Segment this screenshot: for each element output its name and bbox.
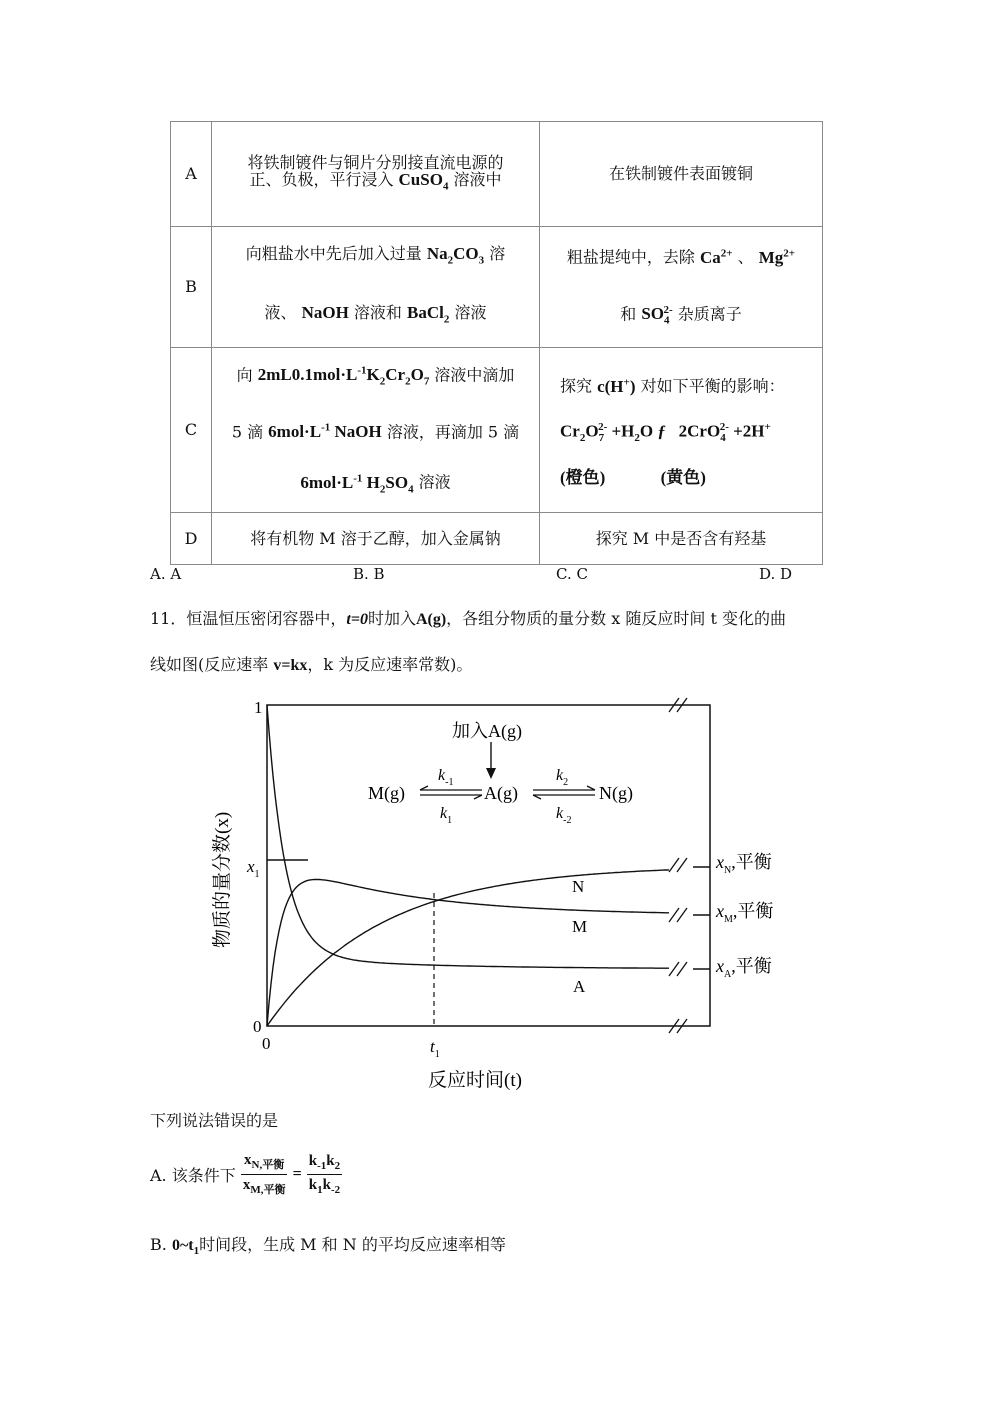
- xM-eq-label: $x_M$,平衡: [716, 901, 774, 925]
- choice-a[interactable]: A. A: [150, 565, 182, 583]
- scheme-A: A(g): [484, 783, 518, 803]
- k-2: $k_2$: [556, 767, 569, 788]
- op-line: 向 $2mL0.1mol\cdot L^{-1}K_2Cr_2O_7$ 溶液中滴加: [236, 364, 515, 388]
- op-line: 将铁制镀件与铜片分别接直流电源的: [247, 153, 504, 173]
- scheme-N: N(g): [599, 783, 633, 803]
- purpose-cell: 在铁制镀件表面镀铜: [540, 122, 823, 227]
- option-a[interactable]: A. 该条件下 $\frac{x_{N,平衡}}{x_{M,平衡}}$ = $\frac{k_{-1}k_2}{k_1k_{-2}}$: [150, 1152, 341, 1196]
- choice-c[interactable]: C. C: [556, 565, 588, 583]
- xA-eq-label: $x_A$,平衡: [716, 956, 772, 980]
- question-11-line1: 11．恒温恒压密闭容器中，t=0时加入A(g)，各组分物质的量分数 x 随反应时间 t 变化的曲: [150, 609, 786, 628]
- series-N-line: [267, 870, 669, 1026]
- k-minus-1: $k_{-1}$: [438, 767, 454, 788]
- series-A-line: [267, 705, 669, 968]
- op-line: 正、负极，平行浸入 CuSO$_4$ 溶液中: [249, 170, 502, 193]
- op-line: 液、 NaOH 溶液和 BaCl$_2$ 溶液: [264, 302, 487, 326]
- equilibrium-equation: $Cr_2O_7^{2-} +H_2O$ ƒ 2CrO$_4^{2-}$ +2H+: [560, 420, 771, 444]
- add-A-annotation: 加入A(g): [452, 721, 522, 741]
- series-M-label: M: [572, 917, 588, 936]
- xN-eq-label: $x_N$,平衡: [716, 852, 772, 876]
- purpose-line: 探究 c(H+) 对如下平衡的影响：: [560, 376, 785, 396]
- prompt-text: 下列说法错误的是: [150, 1111, 279, 1130]
- axis-break-marks: [669, 698, 687, 1033]
- y-tick-0: 0: [253, 1017, 262, 1036]
- purpose-line: 和 $SO_4^{2-}$ 杂质离子: [620, 303, 742, 327]
- series-A-label: A: [573, 977, 586, 996]
- choice-d[interactable]: D. D: [759, 565, 793, 583]
- y-tick-x1: $x_1$: [247, 857, 260, 880]
- color-labels: (橙色) (黄色): [560, 467, 706, 487]
- purpose-cell: 探究 M 中是否含有羟基: [540, 513, 823, 565]
- series-N-label: N: [572, 877, 585, 896]
- purpose-line: 粗盐提纯中，去除 $Ca^{2+}$ 、 $Mg^{2+}$: [566, 247, 796, 267]
- x-tick-t1: $t_1$: [430, 1037, 440, 1060]
- operation-cell: 将有机物 M 溶于乙醇，加入金属钠: [212, 513, 540, 565]
- question-11-line2: 线如图(反应速率 v=kx，k 为反应速率常数)。: [150, 655, 473, 674]
- k-1: $k_1$: [440, 805, 453, 826]
- op-line: $6mol\cdot L^{-1}$ $H_2SO_4$ 溶液: [300, 472, 451, 496]
- scheme-M: M(g): [368, 783, 405, 803]
- row-label: C: [171, 347, 212, 513]
- op-line: 向粗盐水中先后加入过量 $Na_2CO_3$ 溶: [245, 244, 506, 267]
- plot-frame: [267, 705, 710, 1026]
- add-arrow-head: [486, 768, 496, 779]
- x-tick-0: 0: [262, 1034, 271, 1053]
- op-line: 5 滴 $6mol\cdot L^{-1}$ NaOH 溶液，再滴加 5 滴: [231, 421, 520, 442]
- row-label: A: [171, 122, 212, 227]
- row-label: B: [171, 227, 212, 348]
- row-label: D: [171, 513, 212, 565]
- k-minus-2: $k_{-2}$: [556, 805, 572, 826]
- series-M-line: [267, 879, 669, 1026]
- choice-b[interactable]: B. B: [353, 565, 385, 583]
- x-axis-label: 反应时间(t): [428, 1070, 522, 1091]
- y-tick-1: 1: [254, 698, 263, 717]
- option-b[interactable]: B. $0\sim t_1$时间段，生成 M 和 N 的平均反应速率相等: [150, 1235, 506, 1258]
- option-a-rhs: $\frac{k_{-1}k_2}{k_1k_{-2}}$: [308, 1153, 341, 1196]
- y-axis-label: 物质的量分数(x): [212, 811, 233, 948]
- option-a-fraction: $\frac{x_{N,平衡}}{x_{M,平衡}}$: [242, 1152, 286, 1196]
